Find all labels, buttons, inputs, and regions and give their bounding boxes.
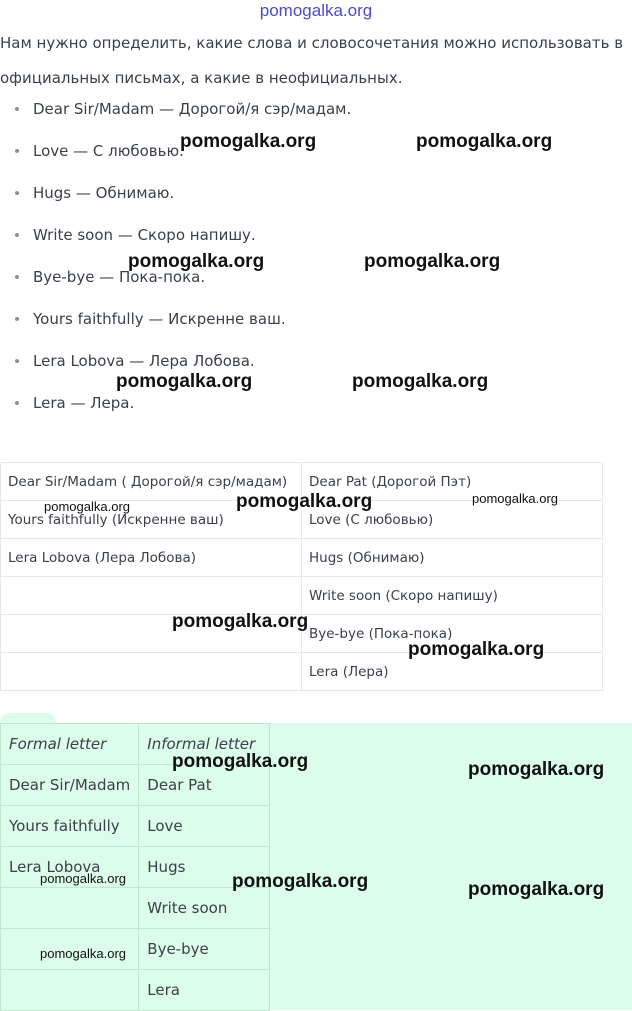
watermark: pomogalka.org [172,611,309,632]
watermark: pomogalka.org [128,251,265,272]
list-item: Bye-bye — Пока-пока. [0,258,351,300]
watermark: pomogalka.org [44,499,130,514]
intro-line-1: Нам нужно определить, какие слова и словосочетания можно использовать в [0,34,624,52]
table-cell [1,970,139,1011]
watermark: pomogalka.org [468,879,605,900]
intro-text [0,26,630,96]
table-row [1,970,270,1011]
table-cell: Dear Sir/Madam ( Дорогой/я сэр/мадам) [1,463,302,501]
list-item: Write soon — Скоро напишу. [0,216,351,258]
table-cell: Dear Pat (Дорогой Пэт) [302,463,603,501]
table-cell [1,577,302,615]
watermark: pomogalka.org [40,871,126,886]
table-cell: Write soon (Скоро напишу) [302,577,603,615]
watermark: pomogalka.org [472,491,558,506]
intro-line-2: официальных письмах, а какие в неофициальных. [0,69,403,87]
list-item: Dear Sir/Madam — Дорогой/я сэр/мадам. [0,90,351,132]
watermark: pomogalka.org [236,491,373,512]
list-item: Love — С любовью. [0,132,351,174]
table-cell [1,653,302,691]
table-cell: Lera (Лера) [302,653,603,691]
watermark: pomogalka.org [180,131,317,152]
watermark: pomogalka.org [352,371,489,392]
table-cell: Dear Sir/Madam [1,765,139,806]
table-cell: Yours faithfully (Искренне ваш) [1,501,302,539]
table-row [1,577,603,615]
list-item: Hugs — Обнимаю. [0,174,351,216]
table-cell: Lera [139,970,270,1011]
watermark: pomogalka.org [116,371,253,392]
table-cell: Love [139,806,270,847]
watermark: pomogalka.org [468,759,605,780]
table-cell: Yours faithfully [1,806,139,847]
table-cell: Bye-bye (Пока-пока) [302,615,603,653]
table-cell [1,888,139,929]
table-cell: Dear Pat [139,765,270,806]
column-header-formal: Formal letter [1,724,139,765]
table-row [1,539,603,577]
list-item: Lera — Лера. [0,384,351,426]
watermark: pomogalka.org [364,251,501,272]
watermark: pomogalka.org [232,871,369,892]
table-cell: Write soon [139,888,270,929]
table-cell: Love (С любовью) [302,501,603,539]
list-item: Yours faithfully — Искренне ваш. [0,300,351,342]
table-cell: Lera Lobova [1,847,139,888]
table-cell: Bye-bye [139,929,270,970]
table-row [1,888,270,929]
watermark: pomogalka.org [172,751,309,772]
watermark: pomogalka.org [408,639,545,660]
site-title[interactable]: pomogalka.org [259,1,373,20]
table-cell: Hugs [139,847,270,888]
table-row [1,806,270,847]
list-item: Lera Lobova — Лера Лобова. [0,342,351,384]
column-header-informal: Informal letter [139,724,270,765]
table-cell: Hugs (Обнимаю) [302,539,603,577]
watermark: pomogalka.org [416,131,553,152]
table-cell: Lera Lobova (Лера Лобова) [1,539,302,577]
watermark: pomogalka.org [40,946,126,961]
